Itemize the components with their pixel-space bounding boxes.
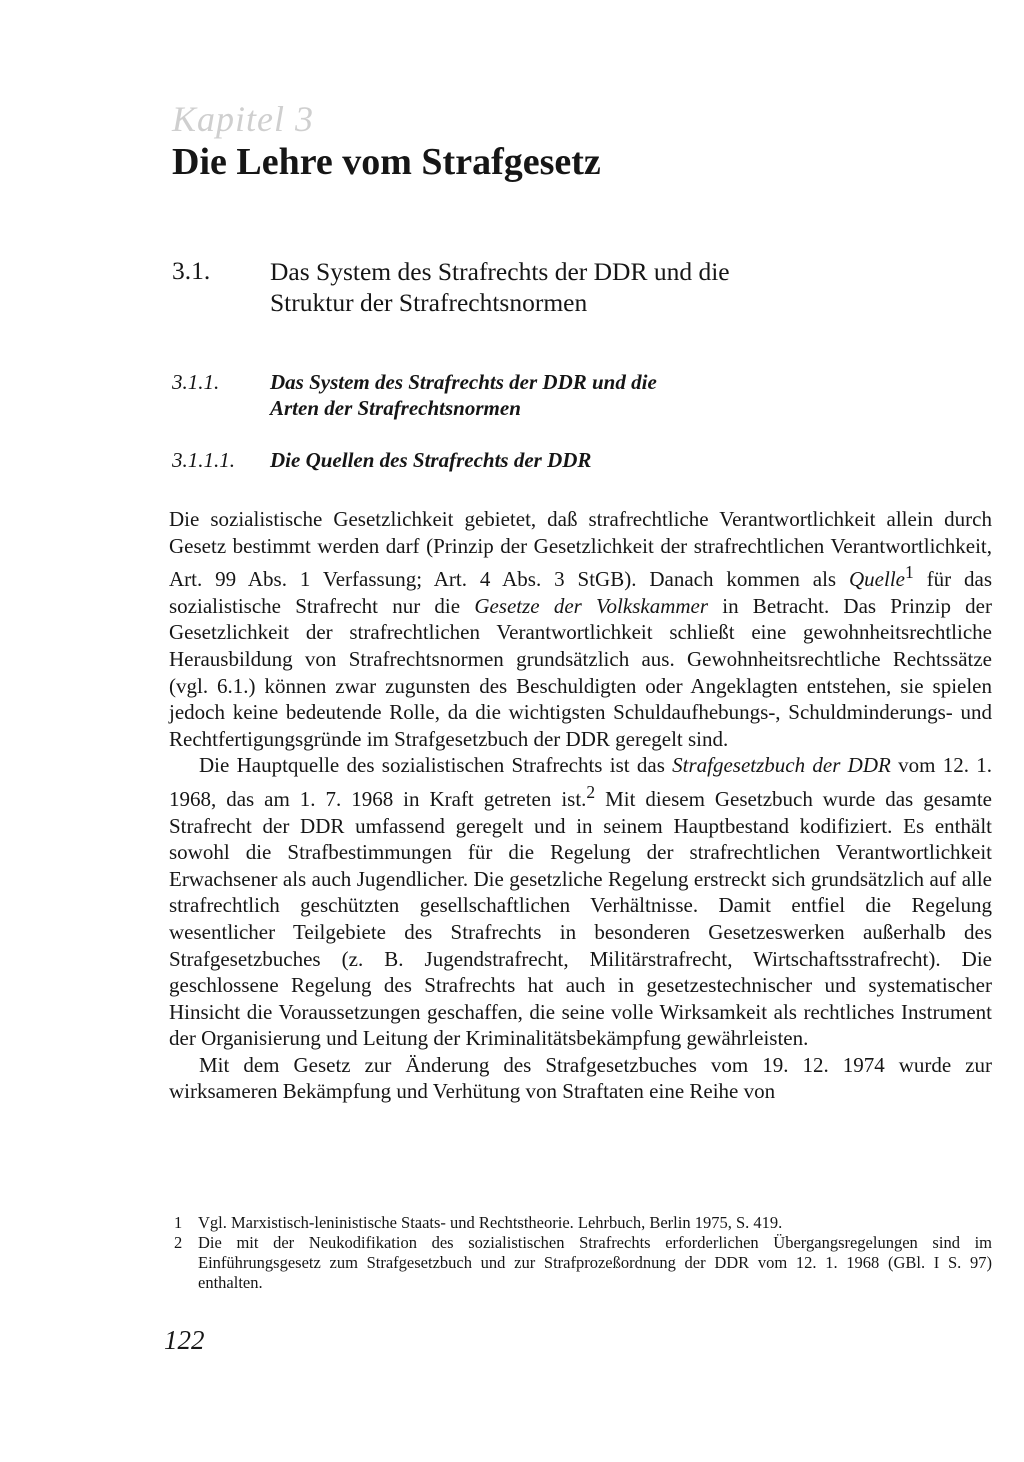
page-number: 122 — [164, 1325, 205, 1355]
term-strafgesetzbuch: Strafgesetzbuch der DDR — [672, 753, 891, 778]
footnote-number: 2 — [174, 1233, 183, 1252]
term-gesetze-der-volkskammer: Gesetze der Volkskammer — [474, 593, 709, 618]
footnote — [174, 1233, 992, 1293]
chapter-label: Kapitel 3 — [172, 99, 314, 139]
paragraph-2-text-c: Mit diesem Gesetzbuch wurde das gesamte Strafrecht der DDR umfassend geregelt und in seinem Hauptbestand kodifiziert. Es enthält sowohl die Strafbestimmungen für die Regelung der strafrechtlichen Verantwortlichkeit Erwachsener als auch Jugendlicher. Die gesetzliche Regelung erstreckt sich grundsätzlich auf alle strafrechtlich geschützten gesellschaftlichen Verhältnisse. Damit entfiel die Regelung wesentlicher Teilgebiete des Strafrechts in besonderen Gesetzeswerken außerhalb des Strafgesetzbuches (z. B. Jugendstrafrecht, Militärstrafrecht, Wirtschaftsstrafrecht). Die geschlossene Regelung des Strafrechts hat auch in gesetzestechnischer und systematischer Hinsicht die Voraussetzungen geschaffen, die seine volle Wirksamkeit als rechtliches Instrument der Organisierung und Leitung der Kriminalitätsbekämpfung gewährleisten. — [169, 786, 992, 1051]
subsubsection-number: 3.1.1.1. — [172, 448, 235, 472]
subsubsection-title: Die Quellen des Strafrechts der DDR — [270, 448, 592, 472]
footnotes — [174, 1213, 992, 1293]
paragraph-1-text-c: in Betracht. Das Prinzip der Gesetzlichkeit der strafrechtlichen Verantwortlichkeit schließt eine gewohnheitsrechtliche Herausbildung von Strafrechtsnormen grundsätzlich aus. Gewohnheitsrechtliche Rechtssätze (vgl. 6.1.) können zwar zugunsten des Beschuldigten oder Angeklagten entstehen, sie spielen jedoch keine bedeutende Rolle, da die wichtigsten Schuldaufhebungs-, Schuldminderungs- und Rechtfertigungsgründe im Strafgesetzbuch der DDR geregelt sind. — [169, 593, 992, 751]
paragraph-1 — [169, 506, 992, 752]
footnote-ref-1: 1 — [904, 562, 914, 583]
footnote-ref-2: 2 — [586, 781, 596, 802]
paragraph-1-text-a: Die sozialistische Gesetzlichkeit gebietet, daß strafrechtliche Verantwortlichkeit allein durch Gesetz bestimmt werden darf (Prinzip der Gesetzlichkeit der strafrechtlichen Verantwortlichkeit, Art. 99 Abs. 1 Verfassung; Art. 4 Abs. 3 StGB). Danach kommen als — [169, 507, 992, 592]
section-title: Das System des Strafrechts der DDR und die Struktur der Strafrechtsnormen — [270, 257, 730, 318]
paragraph-2-text-a: Die Hauptquelle des sozialistischen Strafrechts ist das — [199, 753, 673, 778]
subsection-number: 3.1.1. — [172, 370, 220, 394]
footnote-text: Vgl. Marxistisch-leninistische Staats- und Rechtstheorie. Lehrbuch, Berlin 1975, S. 419. — [198, 1213, 783, 1232]
term-quelle: Quelle — [849, 567, 905, 592]
footnote-number: 1 — [174, 1213, 183, 1232]
subsection-heading — [172, 370, 690, 421]
section-number: 3.1. — [172, 256, 211, 285]
paragraph-2-text-b: vom 12. 1. 1968, das am 1. 7. 1968 in Kraft getreten ist. — [169, 753, 992, 811]
section-heading — [172, 256, 790, 318]
subsubsection-heading — [172, 448, 591, 474]
subsection-title: Das System des Strafrechts der DDR und die Arten der Strafrechtsnormen — [270, 370, 657, 420]
footnote-text: Die mit der Neukodifikation des sozialistischen Strafrechts erforderlichen Übergangsregelungen sind im Einführungsgesetz zum Strafgesetzbuch und zur Strafprozeßordnung der DDR vom 12. 1. 1968 (GBl. I S. 97) enthalten. — [198, 1233, 992, 1292]
body-text — [169, 506, 992, 1105]
paragraph-2 — [169, 752, 992, 1052]
paragraph-1-text-b: für das sozialistische Strafrecht nur die — [169, 567, 993, 618]
chapter-title: Die Lehre vom Strafgesetz — [172, 141, 601, 183]
footnote — [174, 1213, 992, 1233]
paragraph-3: Mit dem Gesetz zur Änderung des Strafgesetzbuches vom 19. 12. 1974 wurde zur wirksameren Bekämpfung und Verhütung von Straftaten eine Reihe von — [169, 1052, 992, 1104]
